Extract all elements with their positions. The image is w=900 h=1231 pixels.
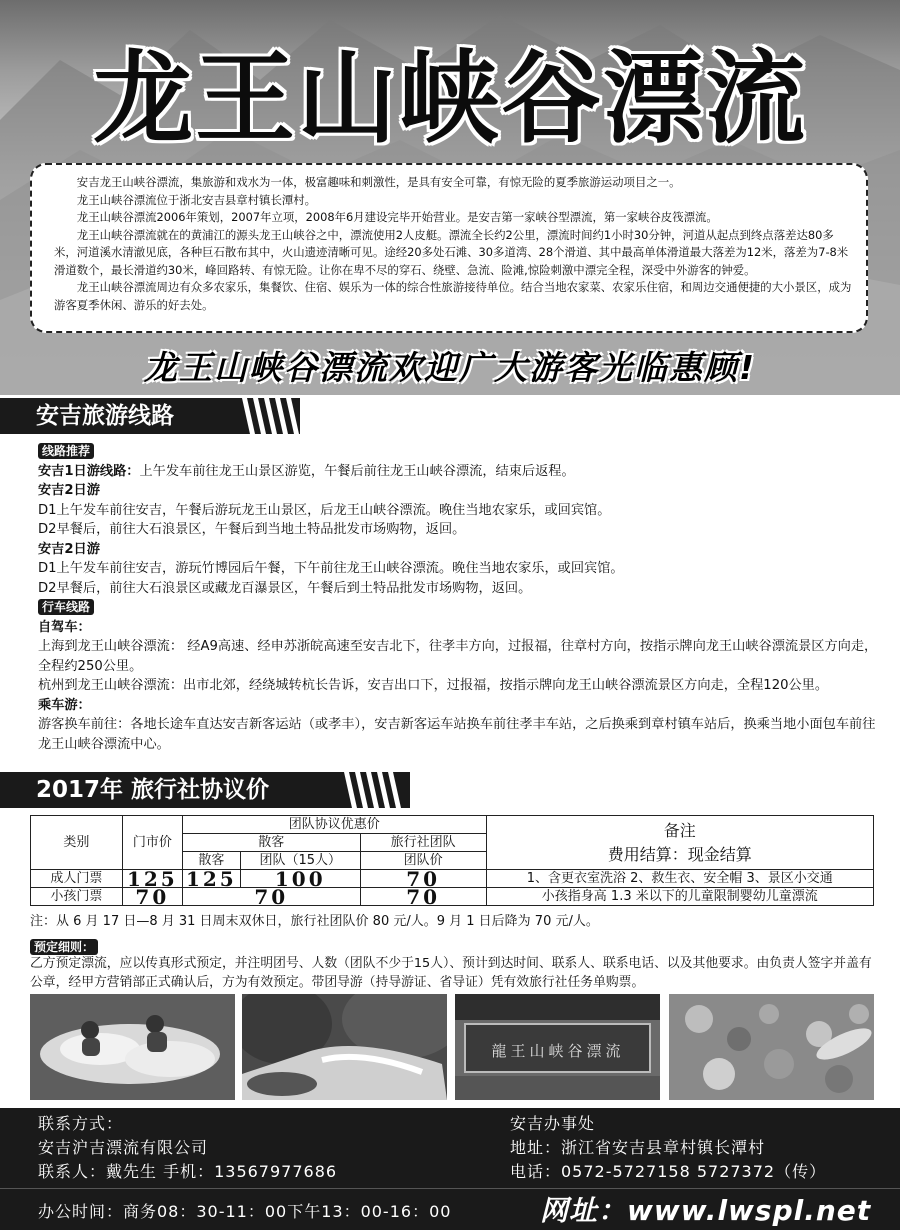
booking-tag: 预定细则： [30, 939, 98, 955]
route-recommend-tag: 线路推荐 [38, 443, 94, 459]
header-settlement: 费用结算：现金结算 [607, 844, 752, 864]
routes-banner [0, 398, 300, 434]
adult-gate-price: 125 [122, 870, 182, 888]
price-banner-text: 2017年 旅行社协议价 [36, 777, 270, 803]
header-category: 类别 [31, 816, 123, 870]
footer-left [38, 1112, 337, 1184]
day2a-d2: D2早餐后，前往大石浪景区，午餐后到当地土特品批发市场购物，返回。 [38, 522, 466, 537]
intro-paragraph: 龙王山峡谷漂流就在的黄浦江的源头龙王山峡谷之中，漂流使用2人皮艇。漂流全长约2公里，漂流时间约1小时30分钟，河道从起点到终点落差达80多米，河道溪水清澈见底，各种巨石散布其中，火山遗迹清晰可见。途经20多处石滩、30多道湾、28个滑道、其中最高单体滑道最大落差为12米，落差为7-8米滑道数个，最长滑道约30米，峰回路转、有惊无险。让你在卑不尽的穿石、绕壁、急流、险滩,惊险刺激中漂完全程，深受中外游客的钟爱。 [54, 227, 849, 277]
gate-sign-text: 龍王山峡谷漂流 [491, 1042, 625, 1060]
waterfall-photo [242, 994, 447, 1100]
office-phone: 电话：0572-5727158 5727372（传） [510, 1162, 827, 1181]
day2a-title: 安吉2日游 [38, 483, 100, 498]
header-group-offer: 团队协议优惠价 [182, 816, 486, 834]
adult-individual-price: 125 [182, 870, 240, 888]
price-footnote: 注：从 6 月 17 日—8 月 31 日周末双休日，旅行社团队价 80 元/人。9 月 1 日后降为 70 元/人。 [30, 914, 599, 929]
rafting-photo [30, 994, 235, 1100]
company-name: 安吉沪吉漂流有限公司 [38, 1138, 209, 1157]
footer-right [510, 1112, 826, 1184]
header-ind-group: 团队（15人） [240, 852, 360, 870]
intro-paragraph: 龙王山峡谷漂流位于浙北安吉县章村镇长潭村。 [76, 192, 317, 207]
routes-section [38, 442, 878, 754]
child-gate-price: 70 [122, 888, 182, 906]
intro-paragraph: 龙王山峡谷漂流2006年策划，2007年立项，2008年6月建设完毕开始营业。是安吉第一家峡谷型漂流，第一家峡谷皮筏漂流。 [76, 210, 718, 224]
child-individual-price: 70 [182, 888, 360, 906]
booking-text: 乙方预定漂流，应以传真形式预定，并注明团号、人数（团队不少于15人）、预计到达时间、联系人、联系电话、以及其他要求。由负责人签字并盖有公章，经甲方营销部正式确认后，方为有效预定。带团导游（持导游证、省导证）凭有效旅行社任务单购票。 [30, 956, 872, 990]
bus-route: 游客换车前往：各地长途车直达安吉新客运站（或孝丰），安吉新客运车站换车前往孝丰车站，之后换乘到章村镇车站后，换乘当地小面包车前往龙王山峡谷漂流中心。 [38, 717, 876, 752]
bus-title: 乘车游： [38, 697, 91, 713]
day1-text: 上午发车前往龙王山景区游览，午餐后前往龙王山峡谷漂流，结束后返程。 [139, 463, 575, 479]
adult-label: 成人门票 [31, 870, 123, 888]
shanghai-route: 上海到龙王山峡谷漂流： 经A9高速、经申苏浙皖高速至安吉北下，往孝丰方向，过报福，往章村方向，按指示牌向龙王山峡谷漂流景区方向走，全程约250公里。 [38, 639, 878, 674]
day1-title: 安吉1日游线路： [38, 463, 140, 479]
day2b-d1: D1上午发车前往安吉，游玩竹博园后午餐，下午前往龙王山峡谷漂流。晚住当地农家乐，或回宾馆。 [38, 561, 624, 576]
day2b-title: 安吉2日游 [38, 541, 100, 557]
intro-paragraph: 安吉龙王山峡谷漂流，集旅游和戏水为一体，极富趣味和刺激性，是具有安全可靠，有惊无险的夏季旅游运动项目之一。 [76, 175, 681, 189]
header-individual: 散客 [182, 834, 360, 852]
photo-strip [30, 994, 874, 1100]
adult-agency-price: 70 [360, 870, 486, 888]
footer [0, 1108, 900, 1230]
child-note: 小孩指身高 1.3 米以下的儿童限制婴幼儿童漂流 [486, 888, 873, 906]
welcome-slogan: 龙王山峡谷漂流欢迎广大游客光临惠顾! [143, 348, 757, 387]
routes-banner-text: 安吉旅游线路 [36, 403, 174, 429]
rocks-photo [669, 994, 874, 1100]
header-ind-single: 散客 [182, 852, 240, 870]
page-title: 龙王山峡谷漂流 [93, 40, 807, 157]
website-link[interactable]: 网址：www.lwspl.net [540, 1194, 872, 1227]
banner-stripes-icon [340, 772, 408, 808]
office-address: 地址：浙江省安吉县章村镇长潭村 [510, 1138, 766, 1157]
hangzhou-route: 杭州到龙王山峡谷漂流：出市北郊，经绕城转杭长告诉，安吉出口下，过报福，按指示牌向龙王山峡谷漂流景区方向走，全程120公里。 [38, 678, 829, 693]
child-label: 小孩门票 [31, 888, 123, 906]
price-table [30, 815, 874, 909]
self-drive-title: 自驾车： [38, 619, 91, 635]
office-label: 安吉办事处 [510, 1114, 596, 1133]
banner-stripes-icon [238, 398, 300, 434]
footer-bar [0, 1188, 900, 1231]
day2a-d1: D1上午发车前往安吉，午餐后游玩龙王山景区，后龙王山峡谷漂流。晚住当地农家乐，或回宾馆。 [38, 502, 611, 518]
price-banner [0, 772, 410, 808]
intro-paragraph: 龙王山峡谷漂流周边有众多农家乐，集餐饮、住宿、娱乐为一体的综合性旅游接待单位。结合当地农家菜、农家乐住宿，和周边交通便捷的大小景区，成为游客夏季休闲、游乐的好去处。 [54, 280, 852, 312]
drive-route-tag: 行车线路 [38, 599, 94, 615]
day2b-d2: D2早餐后，前往大石浪景区或藏龙百瀑景区，午餐后到土特品批发市场购物，返回。 [38, 580, 532, 596]
contact-person: 联系人：戴先生 手机：13567977686 [38, 1162, 338, 1181]
header-agency: 旅行社团队 [360, 834, 486, 852]
office-hours: 办公时间：商务08：30-11：00下午13：00-16：00 [38, 1202, 452, 1221]
adult-note: 1、含更衣室洗浴 2、救生衣、安全帽 3、景区小交通 [486, 870, 873, 888]
gate-sign-photo [455, 994, 660, 1100]
intro-box [30, 163, 868, 333]
header-agency-price: 团队价 [360, 852, 486, 870]
header-remark: 备注 [663, 820, 696, 840]
header-gate-price: 门市价 [122, 816, 182, 870]
adult-group-price: 100 [240, 870, 360, 888]
contact-label: 联系方式： [38, 1114, 124, 1133]
child-agency-price: 70 [360, 888, 486, 906]
table-row [31, 888, 874, 906]
header-remark-cell [486, 816, 873, 870]
